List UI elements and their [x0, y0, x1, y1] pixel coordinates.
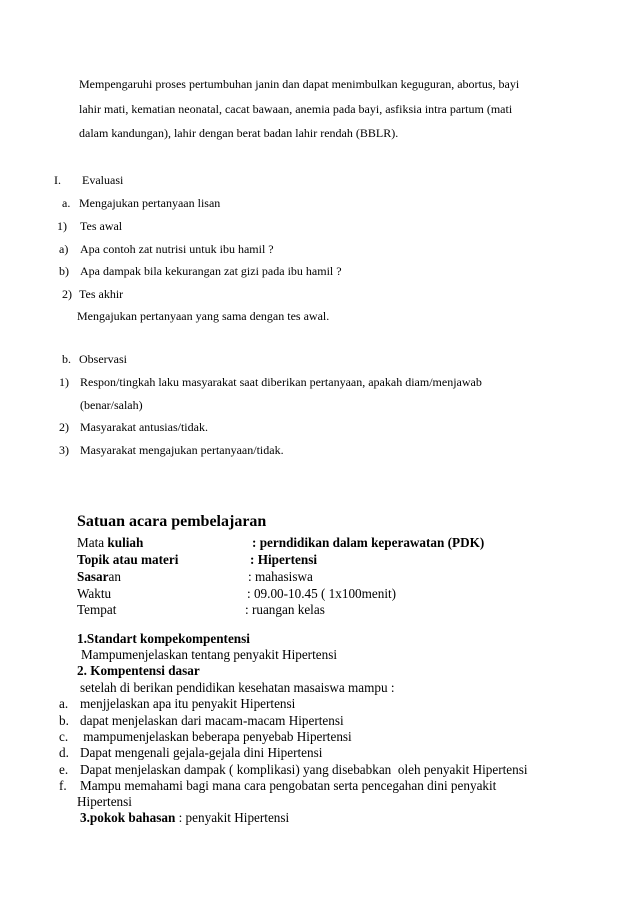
list-marker: a) — [59, 242, 69, 256]
list-marker: b. — [62, 352, 71, 366]
list-marker: b. — [59, 713, 69, 728]
list-marker: 1) — [59, 375, 69, 389]
list-item: Apa contoh zat nutrisi untuk ibu hamil ? — [80, 242, 274, 256]
evaluasi-title: Evaluasi — [82, 173, 124, 187]
intro-line-2: lahir mati, kematian neonatal, cacat bawaan, anemia pada bayi, asfiksia intra partum (mati — [79, 102, 513, 116]
sasaran-value: : mahasiswa — [248, 569, 313, 584]
list-marker: c. — [59, 729, 69, 744]
mata-kuliah-label: Mata kuliah — [77, 535, 144, 550]
list-marker: e. — [59, 762, 69, 777]
intro-line-1: Mempengaruhi proses pertumbuhan janin dan dapat menimbulkan keguguran, abortus, bayi — [79, 77, 520, 91]
list-marker: f. — [59, 778, 67, 793]
list-item: Tes awal — [80, 219, 123, 233]
sasaran-label: Sasaran — [77, 569, 121, 584]
sap-title: Satuan acara pembelajaran — [77, 513, 267, 530]
intro-line-3: dalam kandungan), lahir dengan berat badan lahir rendah (BBLR). — [79, 126, 399, 140]
list-item: Respon/tingkah laku masyarakat saat diberikan pertanyaan, apakah diam/menjawab — [80, 375, 482, 389]
list-item: Tes akhir — [79, 287, 124, 301]
topik-value: : Hipertensi — [250, 552, 318, 567]
list-item: Apa dampak bila kekurangan zat gizi pada ibu hamil ? — [80, 264, 342, 278]
list-item-continued: Hipertensi — [77, 794, 132, 809]
list-item: mampumenjelaskan beberapa penyebab Hipertensi — [80, 729, 352, 744]
mata-kuliah-value: : perndidikan dalam keperawatan (PDK) — [252, 535, 485, 550]
standar-title: 1.Standart kompekompentensi — [77, 631, 250, 646]
topik-label: Topik atau materi — [77, 552, 179, 567]
waktu-label: Waktu — [77, 586, 112, 601]
list-item: Dapat menjelaskan dampak ( komplikasi) yang disebabkan oleh penyakit Hipertensi — [80, 762, 528, 777]
waktu-value: : 09.00-10.45 ( 1x100menit) — [247, 586, 397, 601]
tempat-value: : ruangan kelas — [245, 602, 325, 617]
list-item: Observasi — [79, 352, 127, 366]
list-marker: 2) — [62, 287, 72, 301]
list-marker: a. — [62, 196, 71, 210]
kompetensi-title: 2. Kompentensi dasar — [77, 663, 200, 678]
list-item: Masyarakat antusias/tidak. — [80, 420, 208, 434]
evaluasi-marker: I. — [54, 173, 61, 187]
list-marker: b) — [59, 264, 69, 278]
list-item-continued: (benar/salah) — [80, 398, 143, 412]
list-item: Mengajukan pertanyaan lisan — [79, 196, 221, 210]
standar-text: Mampumenjelaskan tentang penyakit Hipertensi — [81, 647, 337, 662]
list-marker: d. — [59, 745, 69, 760]
tempat-label: Tempat — [77, 602, 117, 617]
tes-akhir-description: Mengajukan pertanyaan yang sama dengan tes awal. — [77, 309, 330, 323]
list-marker: 2) — [59, 420, 69, 434]
pokok-bahasan: 3.pokok bahasan : penyakit Hipertensi — [80, 810, 290, 825]
list-marker: 1) — [57, 219, 67, 233]
list-item: Dapat mengenali gejala-gejala dini Hipertensi — [80, 745, 323, 760]
list-item: menjjelaskan apa itu penyakit Hipertensi — [80, 696, 296, 711]
list-item: Masyarakat mengajukan pertanyaan/tidak. — [80, 443, 284, 457]
list-marker: a. — [59, 696, 69, 711]
list-marker: 3) — [59, 443, 69, 457]
list-item: Mampu memahami bagi mana cara pengobatan serta pencegahan dini penyakit — [80, 778, 497, 793]
kompetensi-intro: setelah di berikan pendidikan kesehatan masaiswa mampu : — [80, 680, 395, 695]
list-item: dapat menjelaskan dari macam-macam Hipertensi — [80, 713, 344, 728]
